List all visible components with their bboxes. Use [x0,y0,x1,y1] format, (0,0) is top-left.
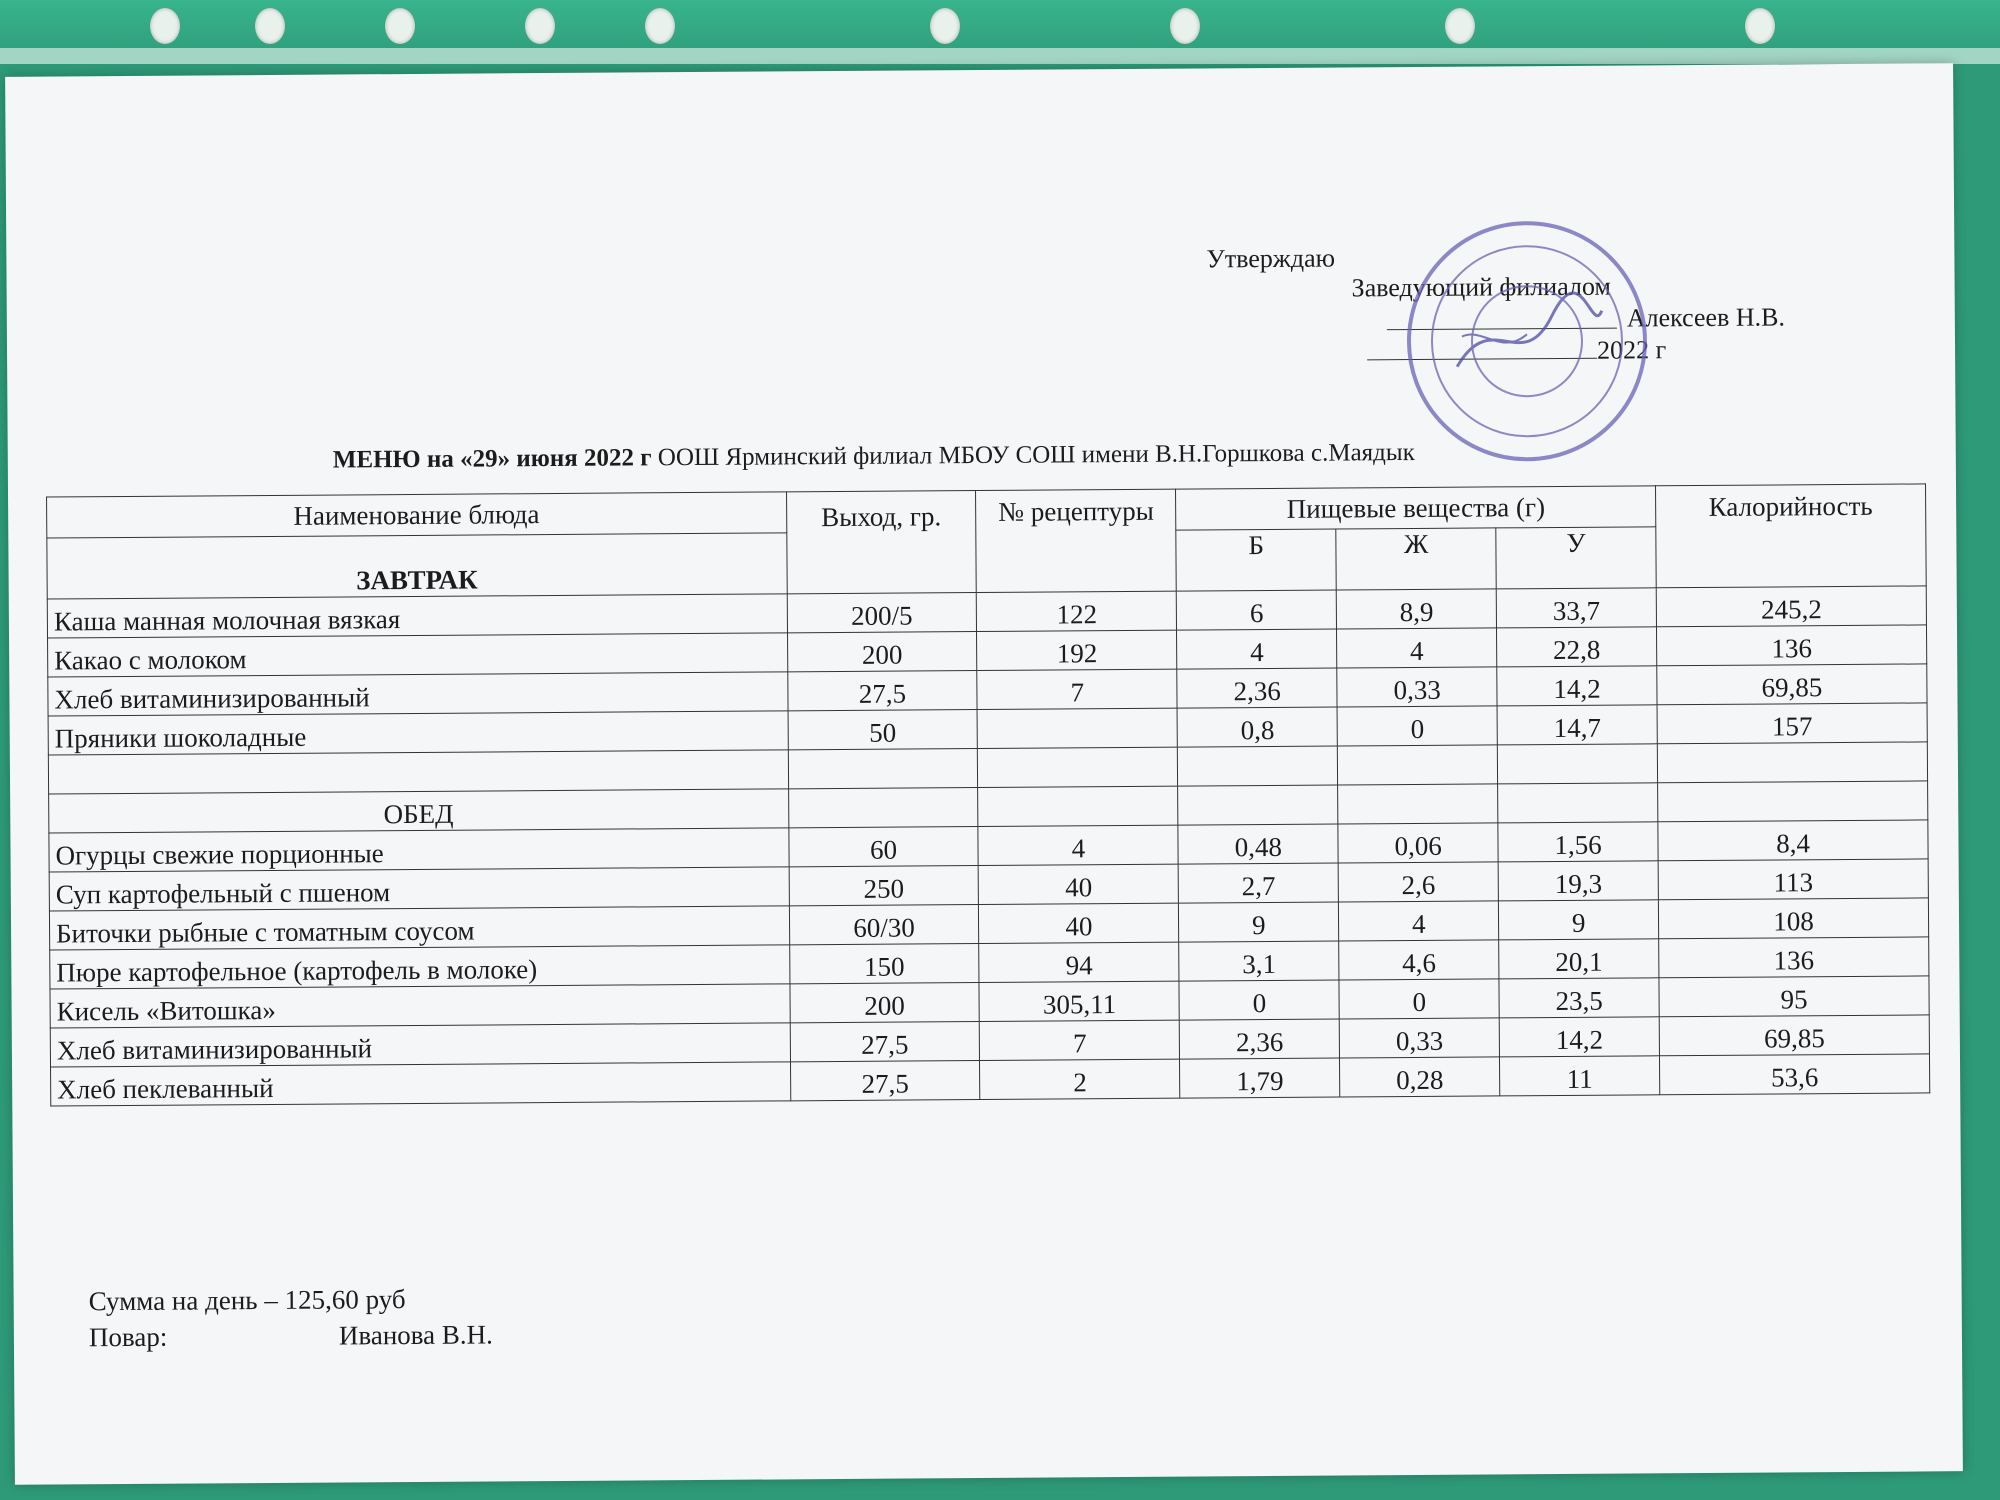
official-seal [1401,215,1653,467]
recipe-no-cell: 305,11 [979,981,1179,1021]
calories-cell: 157 [1657,703,1927,744]
header-yield: Выход, гр. [786,491,977,594]
recipe-no-cell: 40 [979,864,1179,904]
yield-cell: 200/5 [787,593,977,633]
carbs-cell: 19,3 [1498,861,1658,901]
punch-hole [255,8,285,44]
protein-cell: 0,48 [1178,824,1338,864]
yield-cell: 60 [788,827,978,867]
recipe-no-cell: 122 [977,591,1177,631]
recipe-no-cell: 7 [977,669,1177,709]
dish-name-cell: Хлеб витаминизированный [48,672,788,716]
recipe-no-cell: 7 [980,1020,1180,1060]
empty-cell [1338,784,1498,824]
recipe-no-cell [977,708,1177,748]
empty-cell [1657,742,1927,783]
empty-cell [1658,781,1928,822]
header-u: У [1496,527,1656,589]
empty-cell [1338,745,1498,785]
calories-cell: 113 [1658,859,1928,900]
dish-name-cell: Пряники шоколадные [48,711,788,755]
header-recipe: № рецептуры [976,489,1177,592]
fat-cell: 0,33 [1339,1018,1499,1058]
menu-sheet [5,63,1963,1485]
protein-cell: 2,36 [1177,668,1337,708]
recipe-no-cell: 40 [979,903,1179,943]
fat-cell: 4 [1339,901,1499,941]
punch-hole [150,8,180,44]
empty-cell [48,750,788,794]
protein-cell: 0 [1179,980,1339,1020]
section-breakfast: ЗАВТРАК [47,533,787,599]
menu-title-school: ООШ Ярминский филиал МБОУ СОШ имени В.Н.Горшкова с.Маядык [657,438,1415,472]
calories-cell: 53,6 [1660,1054,1930,1095]
yield-cell: 250 [789,866,979,906]
yield-cell: 200 [789,983,979,1023]
carbs-cell: 11 [1500,1056,1660,1096]
yield-cell: 60/30 [789,905,979,945]
fat-cell: 0 [1337,706,1497,746]
carbs-cell: 9 [1499,900,1659,940]
menu-title-date: МЕНЮ на «29» июня 2022 г [332,444,652,474]
calories-cell: 136 [1657,625,1927,666]
empty-cell [1497,744,1657,784]
approver-position: Заведующий филиалом [1351,271,1611,303]
calories-cell: 136 [1659,937,1929,978]
header-calories: Калорийность [1656,484,1927,588]
yield-cell: 27,5 [790,1061,980,1101]
fat-cell: 4 [1337,628,1497,668]
fat-cell: 4,6 [1339,940,1499,980]
empty-cell [1178,746,1338,786]
punch-hole [1170,8,1200,44]
carbs-cell: 23,5 [1499,978,1659,1018]
header-zh: Ж [1336,528,1496,590]
cook-label: Повар: [88,1321,168,1353]
protein-cell: 1,79 [1180,1058,1340,1098]
section-lunch: ОБЕД [49,789,789,833]
cook-line [89,1319,493,1353]
carbs-cell: 14,7 [1497,705,1657,745]
dish-name-cell: Каша манная молочная вязкая [47,594,787,638]
punch-hole [1445,8,1475,44]
header-dish: Наименование блюда [47,492,787,538]
approve-label: Утверждаю [1206,243,1336,274]
menu-table [46,483,1930,1106]
fat-cell: 0,28 [1340,1057,1500,1097]
punch-hole [645,8,675,44]
empty-cell [1498,783,1658,823]
fat-cell: 2,6 [1338,862,1498,902]
recipe-no-cell: 2 [980,1059,1180,1099]
day-sum: Сумма на день – 125,60 руб [88,1284,406,1317]
dish-name-cell: Пюре картофельное (картофель в молоке) [50,945,790,989]
empty-cell [1178,785,1338,825]
sleeve-edge [0,48,2000,64]
punch-hole [525,8,555,44]
calories-cell: 108 [1658,898,1928,939]
protein-cell: 2,7 [1179,863,1339,903]
carbs-cell: 14,2 [1499,1017,1659,1057]
yield-cell: 150 [789,944,979,984]
empty-cell [978,747,1178,787]
yield-cell: 27,5 [787,671,977,711]
calories-cell: 69,85 [1657,664,1927,705]
dish-name-cell: Хлеб витаминизированный [50,1023,790,1067]
carbs-cell: 14,2 [1497,666,1657,706]
calories-cell: 245,2 [1656,586,1926,627]
dish-name-cell: Суп картофельный с пшеном [49,867,789,911]
protein-cell: 4 [1177,629,1337,669]
dish-name-cell: Какао с молоком [48,633,788,677]
breakfast-rows [47,586,1927,755]
recipe-no-cell: 192 [977,630,1177,670]
calories-cell: 95 [1659,976,1929,1017]
carbs-cell: 22,8 [1497,627,1657,667]
carbs-cell: 33,7 [1496,588,1656,628]
empty-cell [978,786,1178,826]
protein-cell: 3,1 [1179,941,1339,981]
punch-hole [385,8,415,44]
carbs-cell: 1,56 [1498,822,1658,862]
dish-name-cell: Биточки рыбные с томатным соусом [49,906,789,950]
calories-cell: 8,4 [1658,820,1928,861]
lunch-rows [49,820,1930,1106]
yield-cell: 200 [787,632,977,672]
protein-cell: 6 [1177,590,1337,630]
fat-cell: 0,06 [1338,823,1498,863]
header-b: Б [1176,529,1336,591]
yield-cell: 50 [788,710,978,750]
punch-hole [930,8,960,44]
fat-cell: 0,33 [1337,667,1497,707]
approver-name: Алексеев Н.В. [1626,302,1786,333]
empty-cell [788,749,978,789]
yield-cell: 27,5 [790,1022,980,1062]
dish-name-cell: Кисель «Витошка» [50,984,790,1028]
recipe-no-cell: 94 [979,942,1179,982]
protein-cell: 0,8 [1177,707,1337,747]
header-nutrients: Пищевые вещества (г) [1176,486,1656,530]
punch-hole [1745,8,1775,44]
protein-cell: 2,36 [1180,1019,1340,1059]
calories-cell: 69,85 [1659,1015,1929,1056]
approval-date-year: 2022 г [1596,335,1667,365]
cook-name: Иванова В.Н. [338,1319,493,1351]
fat-cell: 8,9 [1336,589,1496,629]
dish-name-cell: Хлеб пеклеванный [51,1062,791,1106]
recipe-no-cell: 4 [978,825,1178,865]
fat-cell: 0 [1339,979,1499,1019]
carbs-cell: 20,1 [1499,939,1659,979]
empty-cell [788,788,978,828]
menu-title [333,439,1415,475]
dish-name-cell: Огурцы свежие порционные [49,828,789,872]
protein-cell: 9 [1179,902,1339,942]
